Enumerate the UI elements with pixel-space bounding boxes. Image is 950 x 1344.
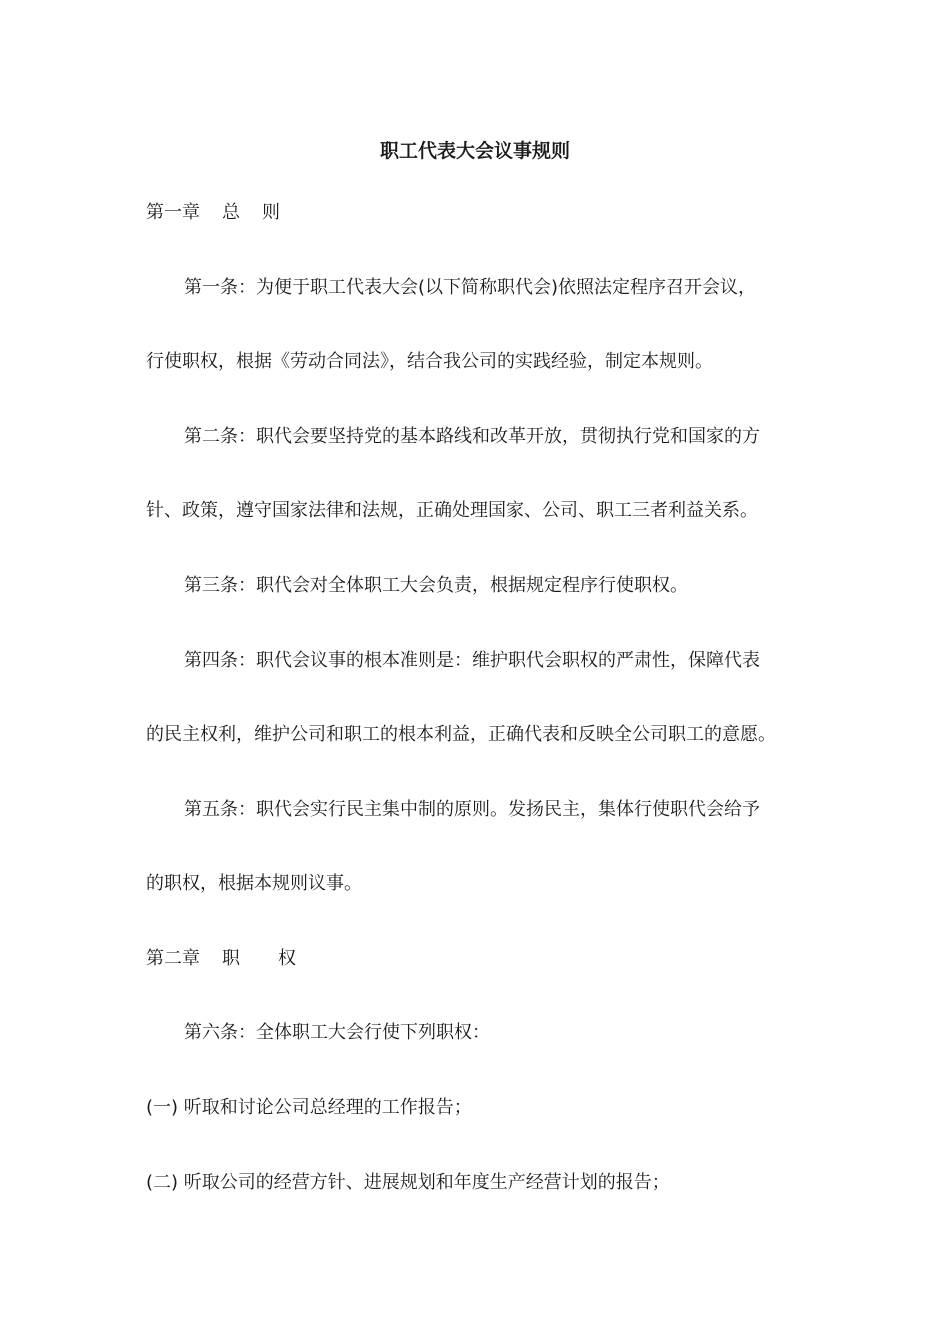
article-3-line-1: 第三条：职代会对全体职工大会负责，根据规定程序行使职权。 [184, 575, 688, 596]
article-2-line-2: 针、政策，遵守国家法律和法规，正确处理国家、公司、职工三者利益关系。 [146, 500, 758, 521]
article-4-line-2: 的民主权利，维护公司和职工的根本利益，正确代表和反映全公司职工的意愿。 [146, 724, 776, 745]
article-1-line-1: 第一条：为便于职工代表大会(以下简称职代会)依照法定程序召开会议， [184, 277, 757, 298]
chapter-word: 总 [222, 202, 240, 223]
article-5-line-1: 第五条：职代会实行民主集中制的原则。发扬民主，集体行使职代会给予 [184, 799, 760, 820]
chapter-word: 职 [222, 948, 240, 969]
article-5-line-2: 的职权，根据本规则议事。 [146, 873, 362, 894]
article-1-line-2: 行使职权，根据《劳动合同法》，结合我公司的实践经验，制定本规则。 [146, 351, 713, 372]
chapter-2-heading [146, 944, 826, 974]
article-4-line-1: 第四条：职代会议事的根本准则是：维护职代会职权的严肃性，保障代表 [184, 650, 760, 671]
chapter-word: 权 [278, 948, 296, 969]
document-title: 职工代表大会议事规则 [379, 140, 570, 162]
list-item: (一) 听取和讨论公司总经理的工作报告； [146, 1097, 472, 1118]
chapter-1-heading [146, 198, 826, 228]
article-2-line-1: 第二条：职代会要坚持党的基本路线和改革开放，贯彻执行党和国家的方 [184, 426, 760, 447]
chapter-number: 第二章 [146, 948, 200, 969]
list-item: (二) 听取公司的经营方针、进展规划和年度生产经营计划的报告； [146, 1172, 670, 1193]
chapter-word: 则 [262, 202, 280, 223]
chapter-number: 第一章 [146, 202, 200, 223]
article-6-line-1: 第六条：全体职工大会行使下列职权： [184, 1022, 490, 1043]
